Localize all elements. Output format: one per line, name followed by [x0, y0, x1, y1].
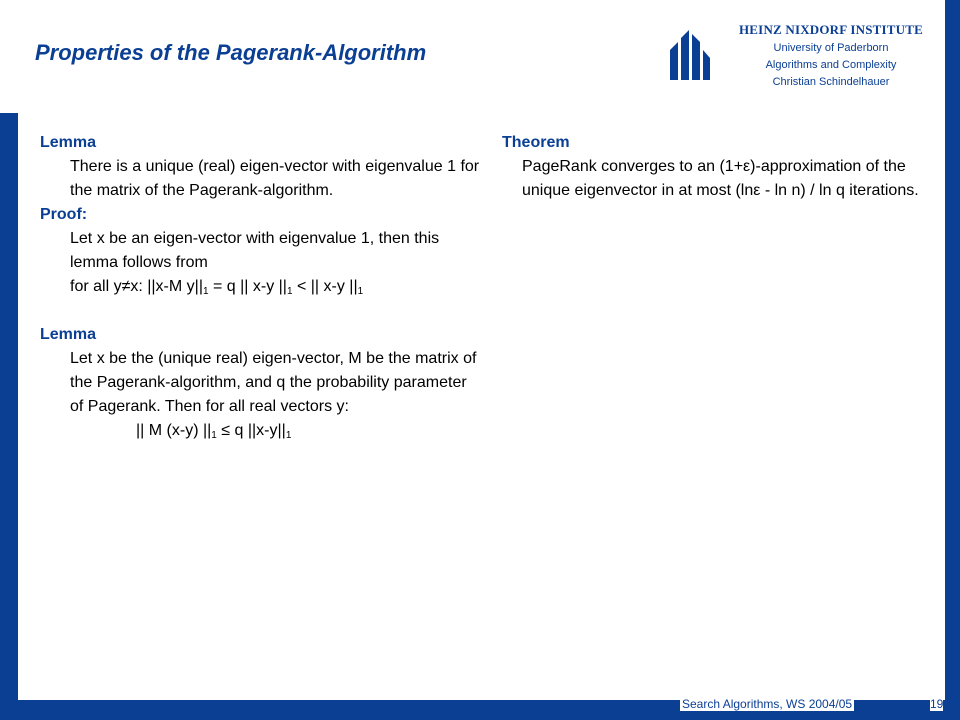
- theorem-heading: Theorem: [502, 134, 570, 151]
- proof-text: Let x be an eigen-vector with eigenvalue 1, then this lemma follows from: [70, 230, 440, 271]
- proof-formula-mid: = q || x-y ||: [208, 278, 287, 295]
- person-name: Christian Schindelhauer: [772, 76, 890, 88]
- frame-left: [0, 113, 18, 720]
- left-column: [40, 131, 480, 443]
- subscript: 1: [285, 430, 292, 441]
- proof-formula-mid2: < || x-y ||: [292, 278, 358, 295]
- lemma1-heading: Lemma: [40, 134, 97, 151]
- institute-name: HEINZ NIXDORF INSTITUTE: [739, 22, 923, 37]
- spacer: [40, 299, 480, 323]
- lemma1-text: There is a unique (real) eigen-vector with eigenvalue 1 for the matrix of the Pagerank-algorithm.: [70, 158, 480, 199]
- subscript: 1: [202, 286, 209, 297]
- proof-heading: Proof:: [40, 206, 88, 223]
- frame-right-top: [945, 0, 960, 113]
- subscript: 1: [286, 286, 293, 297]
- institute-logo: [670, 28, 710, 80]
- group-name: Algorithms and Complexity: [765, 59, 897, 71]
- right-column: [502, 131, 932, 203]
- lemma2-heading: Lemma: [40, 326, 97, 343]
- lemma2-formula-b: ≤ q ||x-y||: [216, 422, 286, 439]
- lemma2-formula: [136, 419, 480, 443]
- subscript: 1: [357, 286, 364, 297]
- institute-block: [720, 22, 942, 91]
- theorem-text: PageRank converges to an (1+ε)-approximation of the unique eigenvector in at most (lnε - ln n) / ln q iterations.: [522, 158, 919, 199]
- page-number: 19: [930, 697, 944, 711]
- lemma2-formula-a: || M (x-y) ||: [136, 422, 212, 439]
- frame-right: [945, 113, 960, 720]
- lemma2-text: Let x be the (unique real) eigen-vector, M be the matrix of the Pagerank-algorithm, and q the probability parameter of Pagerank. Then for all real vectors y:: [70, 350, 477, 415]
- subscript: 1: [211, 430, 217, 441]
- proof-formula: [70, 275, 480, 299]
- footer-course: Search Algorithms, WS 2004/05: [682, 697, 853, 711]
- page-title: Properties of the Pagerank-Algorithm: [35, 40, 427, 65]
- proof-formula-pre: for all y≠x: ||x-M y||: [70, 278, 203, 295]
- university-name: University of Paderborn: [773, 42, 889, 54]
